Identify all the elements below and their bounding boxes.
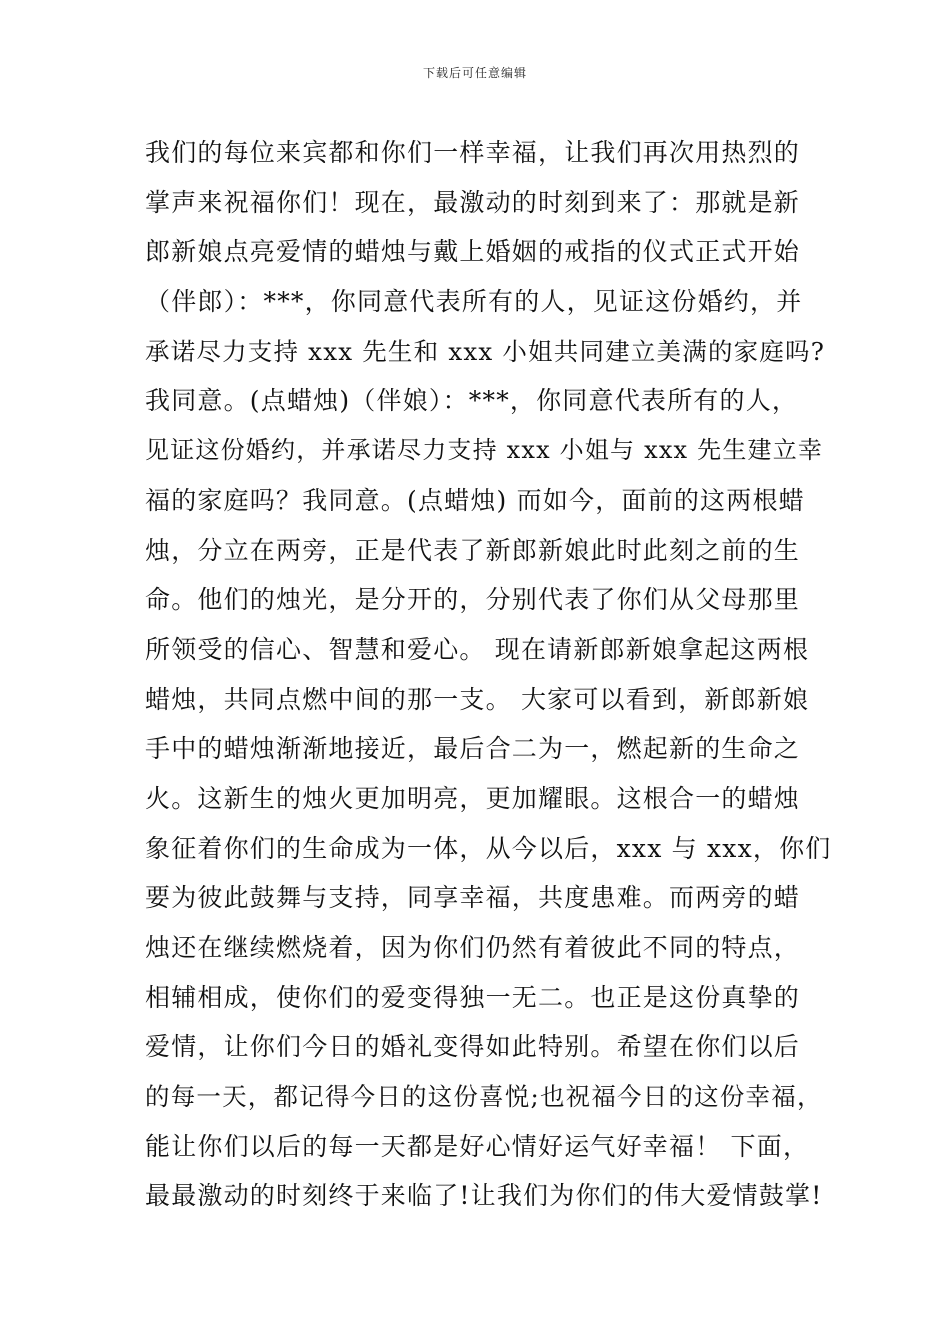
- text-line: 相辅相成，使你们的爱变得独一无二。也正是这份真挚的: [145, 982, 801, 1012]
- text-line: 承诺尽力支持 xxx 先生和 xxx 小姐共同建立美满的家庭吗?: [145, 336, 826, 366]
- text-line: 能让你们以后的每一天都是好心情好运气好幸福！ 下面，: [145, 1131, 810, 1161]
- text-line: 象征着你们的生命成为一体，从今以后，xxx 与 xxx，你们: [145, 833, 832, 863]
- text-line: 掌声来祝福你们！现在，最激动的时刻到来了：那就是新: [145, 187, 801, 217]
- text-line: （伴郎）：***，你同意代表所有的人，见证这份婚约，并: [145, 287, 803, 317]
- text-line: 福的家庭吗？我同意。(点蜡烛) 而如今，面前的这两根蜡: [145, 485, 805, 515]
- text-line: 要为彼此鼓舞与支持，同享幸福，共度患难。而两旁的蜡: [145, 883, 801, 913]
- text-line: 我们的每位来宾都和你们一样幸福，让我们再次用热烈的: [145, 138, 801, 167]
- text-line: 蜡烛，共同点燃中间的那一支。 大家可以看到，新郎新娘: [145, 684, 810, 714]
- text-line: 郎新娘点亮爱情的蜡烛与戴上婚姻的戒指的仪式正式开始: [145, 237, 801, 267]
- text-line: 我同意。(点蜡烛)（伴娘）：***，你同意代表所有的人，: [145, 386, 799, 416]
- body-text: [145, 128, 835, 1221]
- text-line: 的每一天，都记得今日的这份喜悦;也祝福今日的这份幸福，: [145, 1082, 823, 1112]
- text-line: 命。他们的烛光，是分开的，分别代表了你们从父母那里: [145, 585, 801, 615]
- text-line: 火。这新生的烛火更加明亮，更加耀眼。这根合一的蜡烛: [145, 783, 801, 813]
- text-line: 最最激动的时刻终于来临了!让我们为你们的伟大爱情鼓掌!: [145, 1181, 823, 1211]
- text-line: 烛，分立在两旁，正是代表了新郎新娘此时此刻之前的生: [145, 535, 801, 565]
- text-line: 烛还在继续燃烧着，因为你们仍然有着彼此不同的特点，: [145, 933, 801, 962]
- text-line: 爱情，让你们今日的婚礼变得如此特别。希望在你们以后: [145, 1032, 801, 1062]
- text-line: 手中的蜡烛渐渐地接近，最后合二为一，燃起新的生命之: [145, 734, 801, 764]
- text-line: 见证这份婚约，并承诺尽力支持 xxx 小姐与 xxx 先生建立幸: [145, 436, 824, 465]
- page-header-note: 下载后可任意编辑: [422, 66, 527, 80]
- text-line: 所领受的信心、智慧和爱心。 现在请新郎新娘拿起这两根: [145, 634, 810, 664]
